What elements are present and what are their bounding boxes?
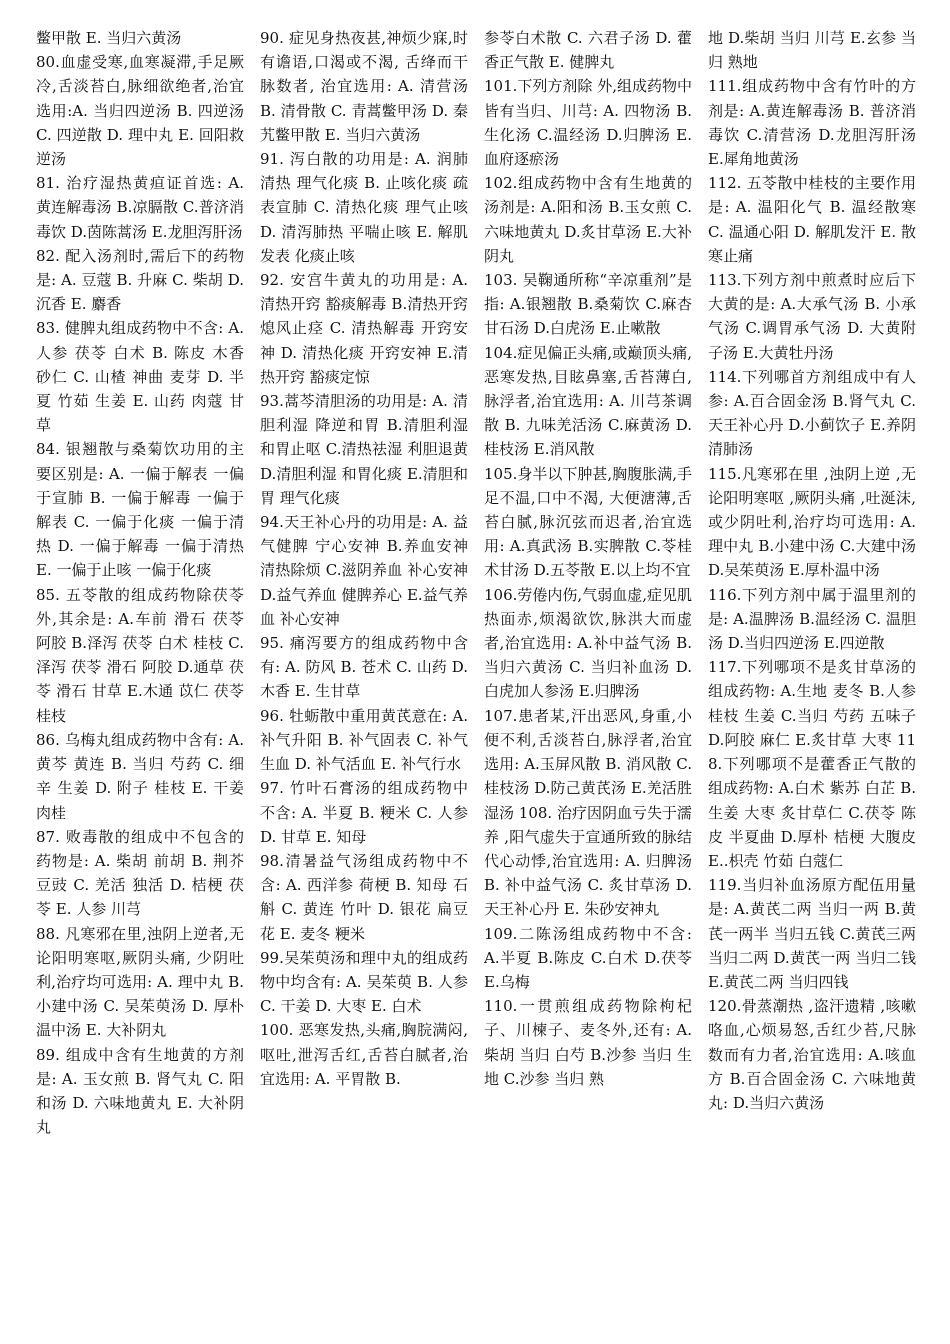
question-97: 97. 竹叶石膏汤的组成药物中不含: A. 半夏 B. 粳米 C. 人参 D. 甘草 E. 知母 [260, 779, 468, 846]
question-94: 94.天王补心丹的功用是: A. 益气健脾 宁心安神 B.养血安神 清热除烦 C.滋阴养血 补心安神 D.益气养血 健脾养心 E.益气养血 补心安神 [260, 513, 468, 628]
question-fragment: 鳖甲散 E. 当归六黄汤 [36, 29, 182, 47]
question-84: 84. 银翘散与桑菊饮功用的主要区别是: A. 一偏于解表 一偏于宣肺 B. 一偏于解毒 一偏于解表 C. 一偏于化痰 一偏于清热 D. 一偏于解毒 一偏于清热 E. 一偏于止咳 一偏于化痰 [36, 440, 244, 580]
question-92: 92. 安宫牛黄丸的功用是: A. 清热开窍 豁痰解毒 B.清热开窍 熄风止痉 C. 清热解毒 开窍安神 D. 清热化痰 开窍安神 E.清热开窍 豁痰定惊 [260, 271, 468, 386]
question-99: 99.吴茱萸汤和理中丸的组成药物中均含有: A. 吴茱萸 B. 人参 C. 干姜 D. 大枣 E. 白术 [260, 948, 468, 1016]
question-106: 106.劳倦内伤,气弱血虚,症见肌热面赤,烦渴欲饮,脉洪大而虚者,治宜选用: A.补中益气汤 B.当归六黄汤 C. 当归补血汤 D.白虎加人参汤 E.归脾汤 [484, 585, 692, 701]
question-95: 95. 痛泻要方的组成药物中含有: A. 防风 B. 苍术 C. 山药 D. 木香 E. 生甘草 [260, 634, 468, 701]
text-column-3 [484, 26, 692, 1326]
text-column-2 [260, 26, 468, 1326]
question-116: 116.下列方剂中属于温里剂的是: A.温脾汤 B.温经汤 C. 温胆汤 D.当归四逆汤 E.四逆散 [708, 585, 916, 653]
question-80: 80.血虚受寒,血寒凝滞,手足厥冷,舌淡苔白,脉细欲绝者,治宜选用:A. 当归四逆汤 B. 四逆汤 C. 四逆散 D. 理中丸 E. 回阳救逆汤 [36, 53, 244, 169]
question-85: 85. 五苓散的组成药物除茯苓外,其余是: A.车前 滑石 茯苓 阿胶 B.泽泻 茯苓 白术 桂枝 C.泽泻 茯苓 滑石 阿胶 D.通草 茯苓 滑石 甘草 E.木通 苡仁 茯苓 桂枝 [36, 585, 244, 725]
exam-page [36, 26, 916, 1326]
text-column-1 [36, 26, 244, 1326]
question-119: 119.当归补血汤原方配伍用量是: A.黄芪二两 当归一两 B.黄芪一两半 当归五钱 C.黄芪三两 当归二两 D.黄芪一两 当归二钱 E.黄芪二两 当归四钱 [708, 876, 916, 991]
question-98: 98.清暑益气汤组成药物中不含: A. 西洋参 荷梗 B. 知母 石斛 C. 黄连 竹叶 D. 银花 扁豆花 E. 麦冬 粳米 [260, 851, 468, 943]
question-96: 96. 牡蛎散中重用黄芪意在: A. 补气升阳 B. 补气固表 C. 补气生血 D. 补气活血 E. 补气行水 [260, 706, 468, 774]
question-82: 82. 配入汤剂时,需后下的药物是: A. 豆蔻 B. 升麻 C. 柴胡 D. 沉香 E. 麝香 [36, 246, 244, 314]
question-93: 93.蒿芩清胆汤的功用是: A. 清胆利湿 降逆和胃 B.清胆利湿 和胃止呕 C.清热祛湿 利胆退黄 D.清胆利湿 和胃化痰 E.清胆和胃 理气化痰 [260, 392, 468, 507]
question-fragment: 地 D.柴胡 当归 川芎 E.玄参 当归 熟地 [708, 29, 916, 72]
question-105: 105.身半以下肿甚,胸腹胀满,手足不温,口中不渴, 大便溏薄,舌苔白腻,脉沉弦而迟者,治宜选用: A.真武汤 B.实脾散 C.苓桂术甘汤 D.五苓散 E.以上均不宜 [484, 464, 692, 580]
question-83: 83. 健脾丸组成药物中不含: A. 人参 茯苓 白术 B. 陈皮 木香 砂仁 C. 山楂 神曲 麦芽 D. 半夏 竹茹 生姜 E. 山药 肉蔻 甘草 [36, 319, 244, 435]
question-103: 103. 吴鞠通所称“辛凉重剂”是指: A.银翘散 B.桑菊饮 C.麻杏甘石汤 D.白虎汤 E.止嗽散 [484, 271, 692, 338]
question-101: 101.下列方剂除 外,组成药物中皆有当归、川芎: A. 四物汤 B.生化汤 C.温经汤 D.归脾汤 E.血府逐瘀汤 [484, 77, 692, 169]
question-120: 120.骨蒸潮热 ,盗汗遗精 ,咳嗽咯血,心烦易怒,舌红少苔,尺脉数而有力者,治宜选用: A.咳血方 B.百合固金汤 C. 六味地黄丸: D.当归六黄汤 [708, 997, 916, 1112]
question-90: 90. 症见身热夜甚,神烦少寐,时有谵语,口渴或不渴, 舌绛而干脉数者, 治宜选用: A. 清营汤 B. 清骨散 C. 青蒿鳖甲汤 D. 秦艽鳖甲散 E. 当归六黄汤 [260, 29, 468, 144]
question-107-108: 107.患者某,汗出恶风,身重,小便不利,舌淡苔白,脉浮者,治宜选用: A.玉屏风散 B. 消风散 C.桂枝汤 D.防己黄芪汤 E.羌活胜湿汤 108. 治疗因阴血亏失于濡养 ,阳气虚失于宣通所致的脉结代心动悸,治宜选用: A. 归脾汤 B. 补中益气汤 C. 炙甘草汤 D. 天王补心丹 E. 朱砂安神丸 [484, 706, 692, 919]
question-100: 100. 恶寒发热,头痛,胸脘满闷,呕吐,泄泻舌红,舌苔白腻者,治宜选用: A. 平胃散 B. [260, 1021, 468, 1088]
question-102: 102.组成药物中含有生地黄的汤剂是: A.阳和汤 B.玉女煎 C.六味地黄丸 D.炙甘草汤 E.大补阴丸 [484, 174, 692, 265]
question-104: 104.症见偏正头痛,或巅顶头痛,恶寒发热,目眩鼻塞,舌苔薄白,脉浮者,治宜选用: A. 川芎茶调散 B. 九味羌活汤 C.麻黄汤 D.桂枝汤 E.消风散 [484, 343, 692, 459]
question-115: 115.凡寒邪在里 ,浊阴上逆 ,无论阳明寒呕 ,厥阴头痛 ,吐涎沫,或少阴吐利,治疗均可选用: A.理中丸 B.小建中汤 C.大建中汤 D.吴茱萸汤 E.厚朴温中汤 [708, 464, 916, 580]
question-91: 91. 泻白散的功用是: A. 润肺清热 理气化痰 B. 止咳化痰 疏表宣肺 C. 清热化痰 理气止咳 D. 清泻肺热 平喘止咳 E. 解肌发表 化痰止咳 [260, 150, 468, 265]
question-110: 110.一贯煎组成药物除枸杞子、川楝子、麦冬外,还有: A.柴胡 当归 白芍 B.沙参 当归 生地 C.沙参 当归 熟 [484, 997, 692, 1088]
question-87: 87. 败毒散的组成中不包含的药物是: A. 柴胡 前胡 B. 荆芥 豆豉 C. 羌活 独活 D. 桔梗 茯苓 E. 人参 川芎 [36, 827, 244, 919]
question-81: 81. 治疗湿热黄疸证首选: A. 黄连解毒汤 B.凉膈散 C.普济消毒饮 D.茵陈蒿汤 E.龙胆泻肝汤 [36, 174, 244, 241]
question-114: 114.下列哪首方剂组成中有人参: A.百合固金汤 B.肾气丸 C.天王补心丹 D.小蓟饮子 E.养阴清肺汤 [708, 367, 916, 459]
question-117-118: 117.下列哪项不是炙甘草汤的组成药物: A.生地 麦冬 B.人参 桂枝 生姜 C.当归 芍药 五味子 D.阿胶 麻仁 E.炙甘草 大枣 118.下列哪项不是藿香正气散的组成药物: A.白术 紫苏 白芷 B. 生姜 大枣 炙甘草仁 C.茯苓 陈皮 半夏曲 D.厚朴 桔梗 大腹皮 E..枳壳 竹茹 白蔻仁 [708, 658, 916, 870]
question-89: 89. 组成中含有生地黄的方剂是: A. 玉女煎 B. 肾气丸 C. 阳和汤 D. 六味地黄丸 E. 大补阴丸 [36, 1045, 244, 1137]
question-112: 112. 五苓散中桂枝的主要作用是: A. 温阳化气 B. 温经散寒 C. 温通心阳 D. 解肌发汗 E. 散寒止痛 [708, 174, 916, 265]
question-109: 109.二陈汤组成药物中不含: A.半夏 B.陈皮 C.白术 D.茯苓 E.乌梅 [484, 924, 692, 991]
question-86: 86. 乌梅丸组成药物中含有: A. 黄芩 黄连 B. 当归 芍药 C. 细辛 生姜 D. 附子 桂枝 E. 干姜 肉桂 [36, 730, 244, 822]
question-111: 111.组成药物中含有竹叶的方剂是: A.黄连解毒汤 B. 普济消毒饮 C.清营汤 D.龙胆泻肝汤 E.犀角地黄汤 [708, 77, 916, 169]
text-column-4 [708, 26, 916, 1326]
question-88: 88. 凡寒邪在里,浊阴上逆者,无论阳明寒呕,厥阴头痛, 少阴吐利,治疗均可选用: A. 理中丸 B. 小建中汤 C. 吴茱萸汤 D. 厚朴温中汤 E. 大补阴丸 [36, 924, 244, 1040]
question-113: 113.下列方剂中煎煮时应后下大黄的是: A.大承气汤 B. 小承气汤 C.调胃承气汤 D. 大黄附子汤 E.大黄牡丹汤 [708, 271, 916, 362]
question-fragment: 参苓白术散 C. 六君子汤 D. 藿香正气散 E. 健脾丸 [484, 29, 692, 72]
